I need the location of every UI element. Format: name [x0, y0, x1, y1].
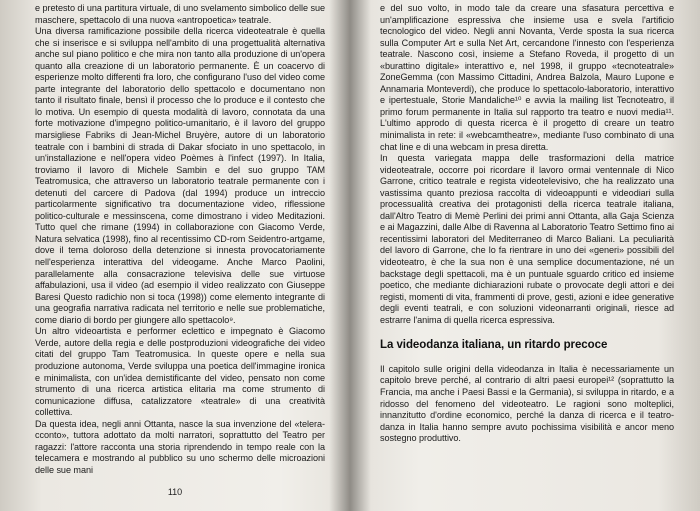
left-page-text: [35, 3, 325, 476]
section-heading: La videodanza italiana, un ritardo precoce: [380, 339, 608, 352]
paragraph: e pretesto di una partitura virtuale, di uno svelamento simbolico delle sue maschere, spettacolo di una nuova «antropoetica» teatrale.: [35, 3, 325, 25]
paragraph: e del suo volto, in modo tale da creare una sfasatura percettiva e un'amplificazione espressiva che insieme usa e svela l'artificio tecnologico del video. Negli anni Novanta, Verde sposta la sua ricerca sulla Computer Art e sulla Net Art, cercandone l'innesto con l'esperienza teatrale. Nascono così, insieme a Stefano Roveda, il progetto di un «burattino digitale» interattivo e, nel 1998, il gruppo «tecnoteatrale» ZoneGemma (con Massimo Cittadini, Andrea Balzola, Mauro Lupone e Annamaria Monteverdi), che produce lo spettacolo-laboratorio, interattivo e ipertestuale, Storie Mandaliche¹⁰ e avvia la mailing list Tecnoteatro, il primo forum permanente in Italia sul rapporto tra teatro e nuovi media¹¹. L'ultimo approdo di questa ricerca è il progetto di creare un teatro minimalista in rete: il «webcamtheatre», mediante l'uso combinato di una chat line e di una webcam in presa diretta.: [380, 3, 674, 152]
paragraph: Un altro videoartista e performer eclettico e impegnato è Giacomo Verde, autore della regia e delle postproduzioni videografiche dei video citati del gruppo Tam Teatromusica. In queste opere e nella sua produzione autonoma, Verde sviluppa una poetica dell'immagine ironica e minimalista, con un'idea demistificante del video, pensato non come strumento di una ricerca artistica elitaria ma come strumento di comunicazione diffusa, catalizzatore «teatrale» di una creatività collettiva.: [35, 326, 325, 418]
paragraph: Una diversa ramificazione possibile della ricerca videoteatrale è quella che si inserisce e si sviluppa nell'ambito di una progettualità alternativa anche sul piano politico e che mira non tanto alla produzione di un'opera quanto alla creazione di un laboratorio permanente. È un coacervo di esperienze molto differenti fra loro, che configurano l'uso del video come parte integrante del laboratorio dello spettacolo e documentano non tanto il risultato finale, bensì il processo che lo produce e il contesto che lo motiva. Un esempio di questa modalità di lavoro, connotata da una forte motivazione d'impegno politico-umanitario, è il lavoro del gruppo marsigliese Fabriks di Jean-Michel Bruyère, autore di un laboratorio teatrale con i bambini di strada di Dakar sfociato in uno spettacolo, in un'installazione e nell'opera video Poèmes à l'infect (1997). In Italia, troviamo il lavoro di Michele Sambin e del suo gruppo TAM Teatromusica, che attraverso un laboratorio teatrale permanente con i detenuti del carcere di Padova (dal 1994) produce un intreccio particolarmente significativo tra documentazione video, riflessione politico-culturale e messinscena, come dimostrano i video Meditazioni. Tutto quel che rimane (1994) in collaborazione con Giacomo Verde, Natura selvatica (1998), fino al recentissimo CD-rom Seidentro-artgame, dove il tema doloroso della detenzione si innesta provocatoriamente nell'esperienza interattiva del videogame. Anche Marco Paolini, parallelamente alla consacrazione televisiva delle sue virtuose affabulazioni, usa il video (ad esempio il video realizzato con Giuseppe Baresi Questo radichio non si toca (1998)) come elemento integrante di una geografia narrativa radicata nel territorio e nelle sue problematiche, come diario di bordo per giungere allo spettacolo⁹.: [35, 26, 325, 325]
paragraph: Da questa idea, negli anni Ottanta, nasce la sua invenzione del «teleracconto», tuttora adottato da molti narratori, soprattutto del Teatro per ragazzi: l'attore racconta una storia riprendendo in tempo reale con la telecamera e mostrando al pubblico su uno schermo delle microazioni delle sue mani: [35, 418, 325, 475]
right-page: [352, 0, 700, 511]
page-number: 110: [167, 487, 183, 497]
right-page-text: [380, 3, 674, 445]
paragraph: Il capitolo sulle origini della videodanza in Italia è necessariamente un capitolo breve perché, al contrario di altri paesi europei¹² (soprattutto la Francia, ma anche i Paesi Bassi e la Germania), si sviluppa in ritardo, e a ridosso del fenomeno del videoteatro. Le ragioni sono molteplici, innanzitutto d'ordine economico, perché la danza di ricerca e il teatro-danza in Italia hanno sempre avuto pochissima visibilità e ancor meno sostegno produttivo.: [380, 363, 674, 444]
paragraph: In questa variegata mappa delle trasformazioni della matrice videoteatrale, occorre poi ricordare il lavoro ormai ventennale di Nico Garrone, critico teatrale e regista videotelevisivo, che ha realizzato una vastissima quanto preziosa raccolta di videoappunti e videodiari sulla processualità creativa dei protagonisti della ricerca teatrale italiana, dall'Altro Teatro di Memè Perlini dei primi anni Ottanta, alla Gaja Scienza e ai Magazzini, dalle Albe di Ravenna al Laboratorio Teatro Settimo fino ai recentissimi laboratori del Mediterraneo di Marco Baliani. La peculiarità del lavoro di Garrone, che lo fa rientrare in uno dei «generi» possibili del videoteatro, è che la sua non è una semplice documentazione, né un backstage degli spettacoli, ma è un puntuale sguardo critico ed insieme poetico, che mediante dichiarazioni rubate o provocate degli attori e dei registi, momenti di vita, frammenti di prove, gesti, azioni e idee generative degli eventi teatrali, e con soluzioni videonarranti originali, riesce ad estrarre l'anima di quella ricerca espressiva.: [380, 153, 674, 325]
